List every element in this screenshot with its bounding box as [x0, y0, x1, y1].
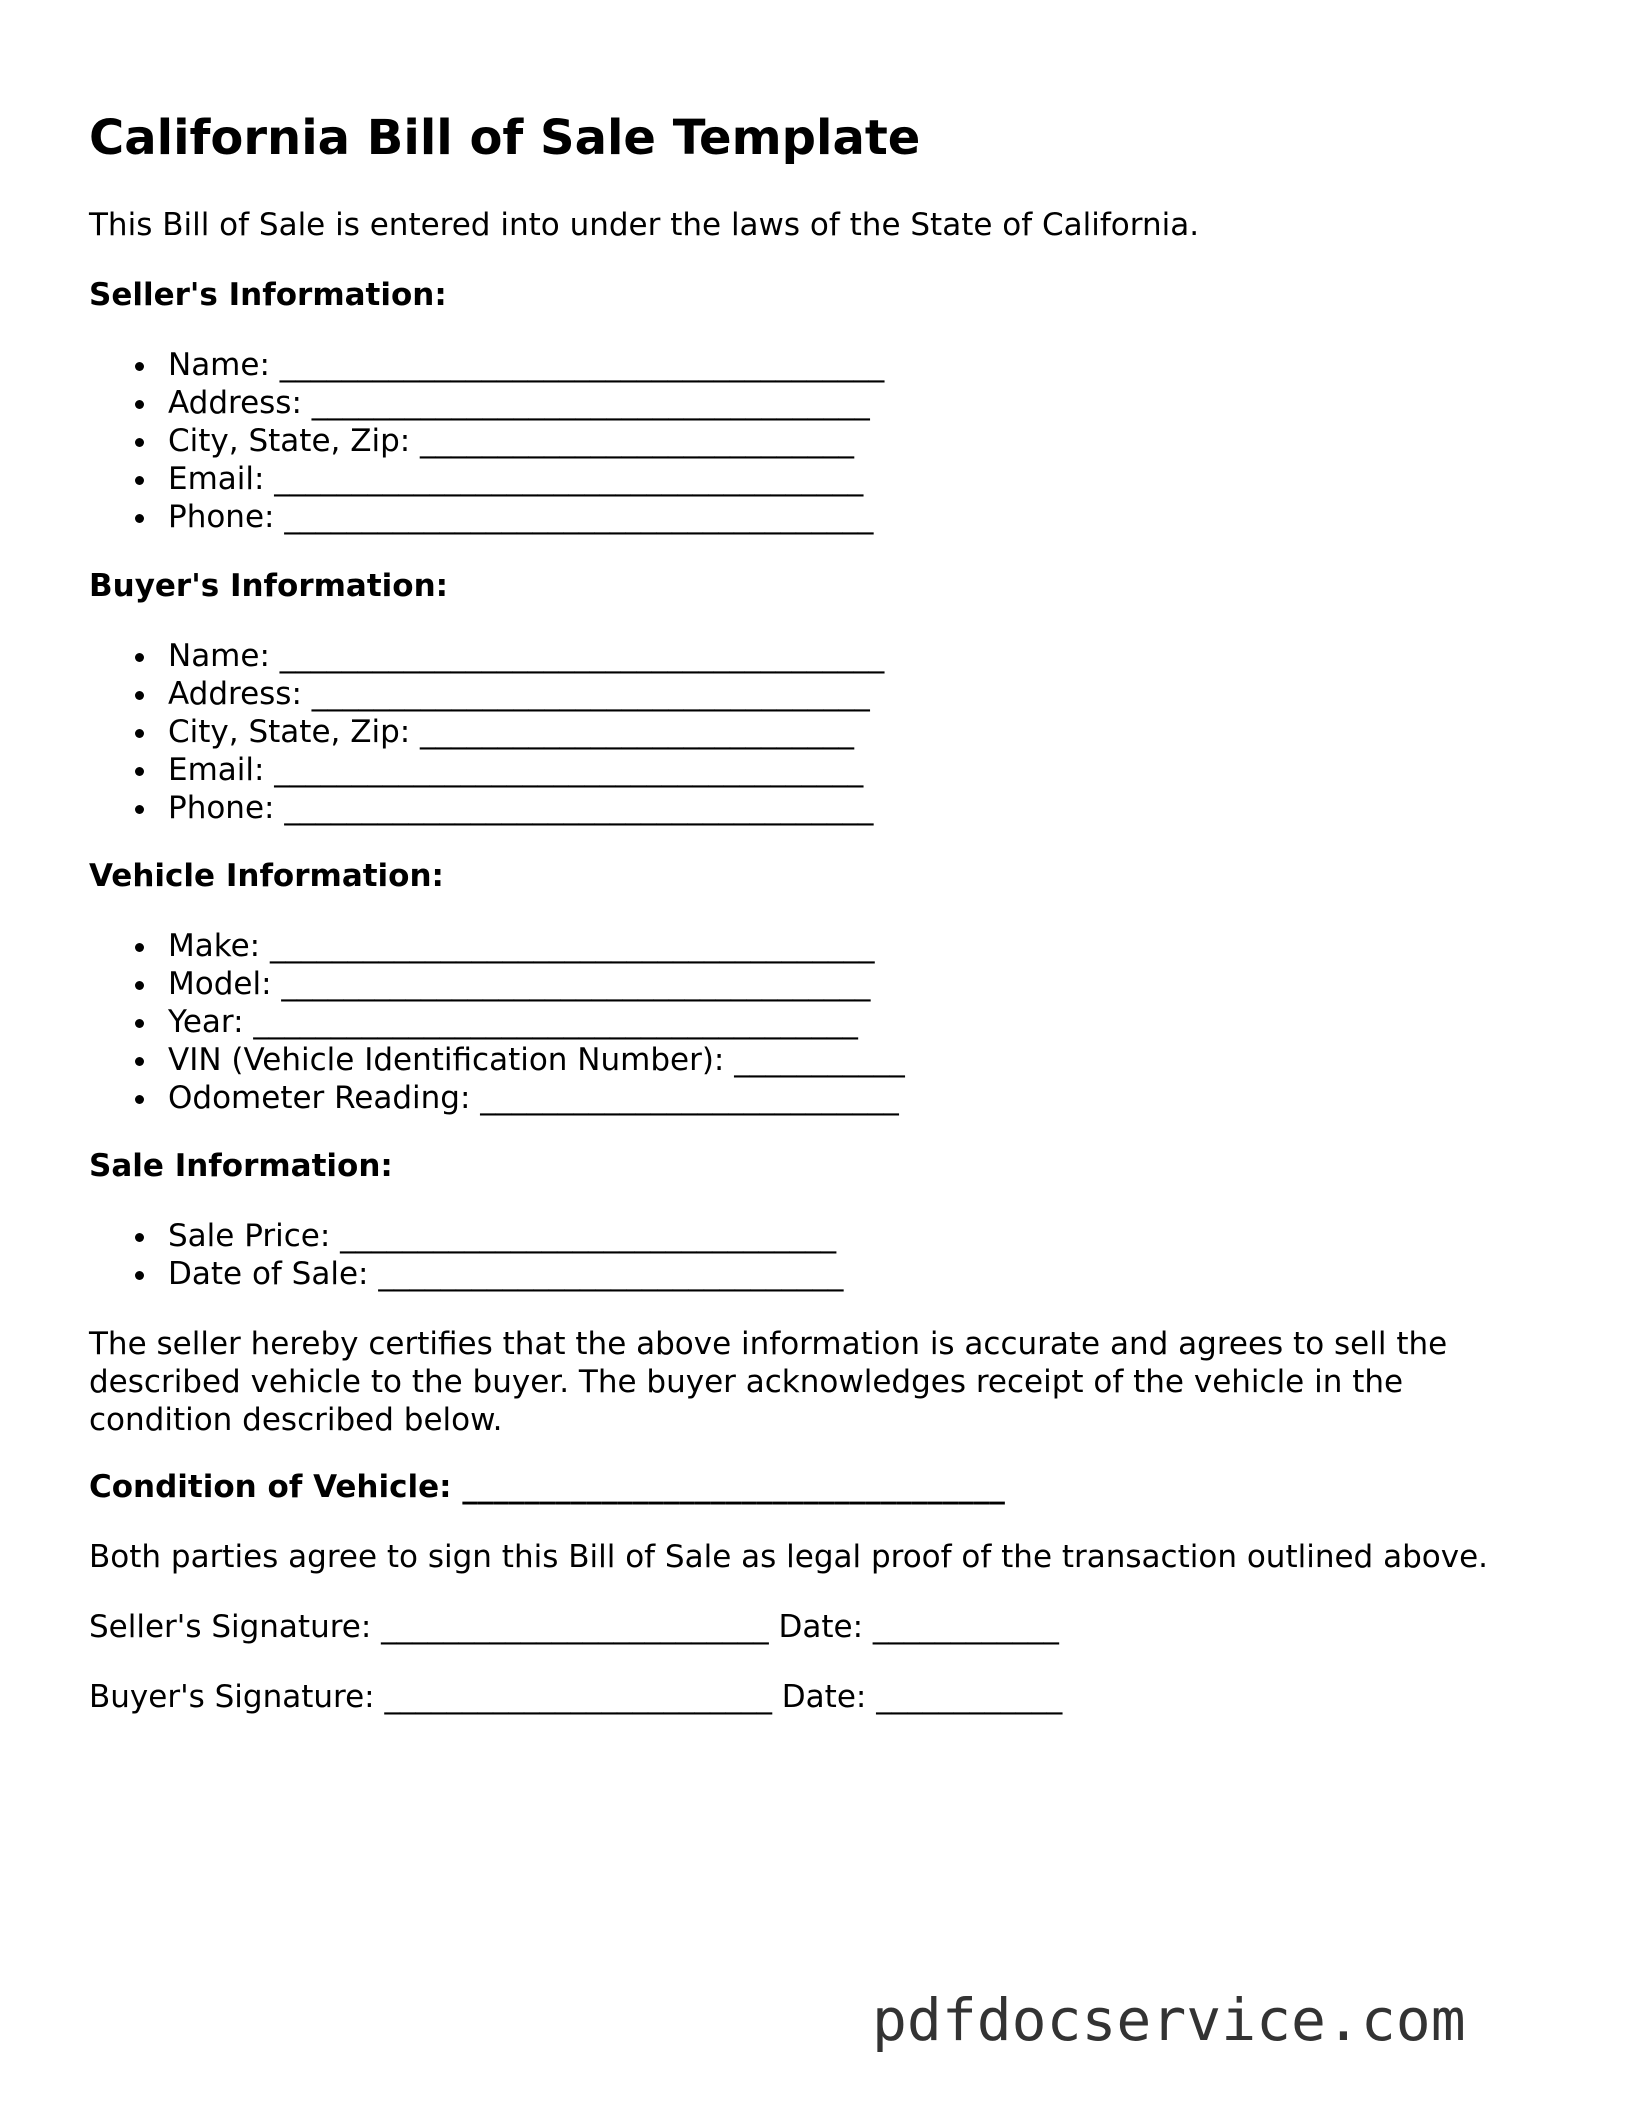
bullet-icon: [135, 1271, 144, 1280]
bullet-icon: [135, 514, 144, 523]
certification-line: condition described below.: [89, 1402, 503, 1438]
seller-city-field: City, State, Zip: ____________________________: [168, 423, 855, 459]
vehicle-heading: Vehicle Information:: [89, 858, 444, 894]
list-item: [89, 498, 884, 536]
list-item: [89, 422, 884, 460]
buyer-email-field: Email: ______________________________________: [168, 752, 864, 788]
seller-address-field: Address: ____________________________________: [168, 385, 870, 421]
list-item: [89, 1079, 905, 1117]
bullet-icon: [135, 1057, 144, 1066]
list-item: [89, 789, 884, 827]
bullet-icon: [135, 729, 144, 738]
vehicle-make-field: Make: _______________________________________: [168, 928, 875, 964]
buyer-city-field: City, State, Zip: ____________________________: [168, 714, 855, 750]
sale-heading: Sale Information:: [89, 1148, 393, 1184]
watermark: pdfdocservice.com: [872, 1986, 1466, 2054]
bullet-icon: [135, 438, 144, 447]
bullet-icon: [135, 653, 144, 662]
seller-heading: Seller's Information:: [89, 277, 447, 313]
buyer-name-field: Name: _______________________________________: [168, 638, 885, 674]
bullet-icon: [135, 943, 144, 952]
bullet-icon: [135, 1019, 144, 1028]
bullet-icon: [135, 400, 144, 409]
vehicle-odometer-field: Odometer Reading: ___________________________: [168, 1080, 899, 1116]
bullet-icon: [135, 1233, 144, 1242]
list-item: [89, 460, 884, 498]
document-title: California Bill of Sale Template: [89, 110, 921, 166]
list-item: [89, 927, 905, 965]
bullet-icon: [135, 691, 144, 700]
bullet-icon: [135, 805, 144, 814]
buyer-address-field: Address: ____________________________________: [168, 676, 870, 712]
list-item: [89, 384, 884, 422]
bullet-icon: [135, 476, 144, 485]
list-item: [89, 675, 884, 713]
sale-date-field: Date of Sale: ______________________________: [168, 1256, 844, 1292]
vehicle-year-field: Year: _______________________________________: [168, 1004, 858, 1040]
list-item: [89, 346, 884, 384]
bullet-icon: [135, 1095, 144, 1104]
list-item: [89, 1255, 843, 1293]
bullet-icon: [135, 981, 144, 990]
vehicle-model-field: Model: ______________________________________: [168, 966, 871, 1002]
certification-line: The seller hereby certifies that the above information is accurate and agrees to sell the: [89, 1326, 1448, 1362]
intro-text: This Bill of Sale is entered into under the laws of the State of California.: [89, 207, 1200, 243]
bullet-icon: [135, 767, 144, 776]
buyer-signature-line: Buyer's Signature: _________________________ Date: ____________: [89, 1679, 1063, 1715]
seller-signature-line: Seller's Signature: _________________________ Date: ____________: [89, 1609, 1059, 1645]
list-item: [89, 713, 884, 751]
list-item: [89, 1003, 905, 1041]
list-item: [89, 1041, 905, 1079]
seller-list: [89, 346, 884, 536]
sale-list: [89, 1217, 843, 1293]
list-item: [89, 1217, 843, 1255]
buyer-list: [89, 637, 884, 827]
condition-field: Condition of Vehicle: ___________________________________: [89, 1469, 1005, 1505]
list-item: [89, 965, 905, 1003]
bullet-icon: [135, 362, 144, 371]
seller-phone-field: Phone: ______________________________________: [168, 499, 874, 535]
seller-name-field: Name: _______________________________________: [168, 347, 885, 383]
certification-line: described vehicle to the buyer. The buyer acknowledges receipt of the vehicle in the: [89, 1364, 1404, 1400]
list-item: [89, 637, 884, 675]
vehicle-vin-field: VIN (Vehicle Identification Number): ___________: [168, 1042, 905, 1078]
seller-email-field: Email: ______________________________________: [168, 461, 864, 497]
agreement-text: Both parties agree to sign this Bill of Sale as legal proof of the transaction outlined above.: [89, 1539, 1488, 1575]
vehicle-list: [89, 927, 905, 1117]
buyer-heading: Buyer's Information:: [89, 568, 449, 604]
sale-price-field: Sale Price: ________________________________: [168, 1218, 837, 1254]
list-item: [89, 751, 884, 789]
buyer-phone-field: Phone: ______________________________________: [168, 790, 874, 826]
certification-paragraph: [89, 1325, 1447, 1439]
